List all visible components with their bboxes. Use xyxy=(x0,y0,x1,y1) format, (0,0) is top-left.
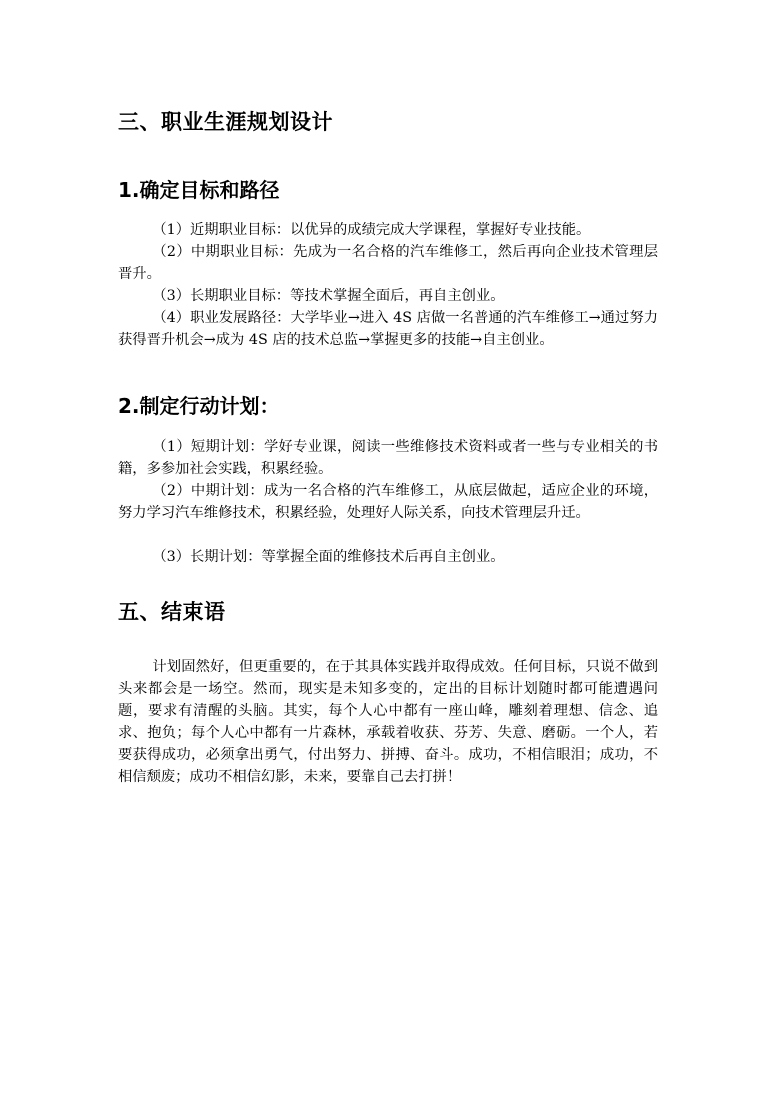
goal-item-2: （2）中期职业目标：先成为一名合格的汽车维修工，然后再向企业技术管理层晋升。 xyxy=(118,244,658,282)
section-title-career-planning: 三、职业生涯规划设计 xyxy=(118,110,333,134)
goal-item-3: （3）长期职业目标：等技术掌握全面后，再自主创业。 xyxy=(152,288,505,304)
plan-item-1: （1）短期计划：学好专业课，阅读一些维修技术资料或者一些与专业相关的书籍，多参加社会实践，积累经验。 xyxy=(118,439,658,477)
heading-action-plan: 2.制定行动计划： xyxy=(118,394,280,418)
goal-item-1: （1）近期职业目标：以优异的成绩完成大学课程，掌握好专业技能。 xyxy=(152,222,591,238)
section-title-conclusion: 五、结束语 xyxy=(118,600,226,624)
heading-goals: 1.确定目标和路径 xyxy=(118,178,280,202)
plan-item-3: （3）长期计划：等掌握全面的维修技术后再自主创业。 xyxy=(152,549,505,565)
conclusion-body: 计划固然好，但更重要的，在于其具体实践并取得成效。任何目标，只说不做到头来都会是一场空。然而，现实是未知多变的，定出的目标计划随时都可能遭遇问题，要求有清醒的头脑。其实，每个人心中都有一座山峰，雕刻着理想、信念、追求、抱负；每个人心中都有一片森林，承载着收获、芬芳、失意、磨砺。一个人，若要获得成功，必须拿出勇气，付出努力、拼搏、奋斗。成功，不相信眼泪；成功，不相信颓废；成功不相信幻影，未来，要靠自己去打拼！ xyxy=(118,659,658,785)
goal-item-4: （4）职业发展路径：大学毕业→进入 4S 店做一名普通的汽车维修工→通过努力获得晋升机会→成为 4S 店的技术总监→掌握更多的技能→自主创业。 xyxy=(118,310,658,348)
plan-item-2: （2）中期计划：成为一名合格的汽车维修工，从底层做起，适应企业的环境，努力学习汽车维修技术，积累经验，处理好人际关系，向技术管理层升迁。 xyxy=(118,483,658,521)
